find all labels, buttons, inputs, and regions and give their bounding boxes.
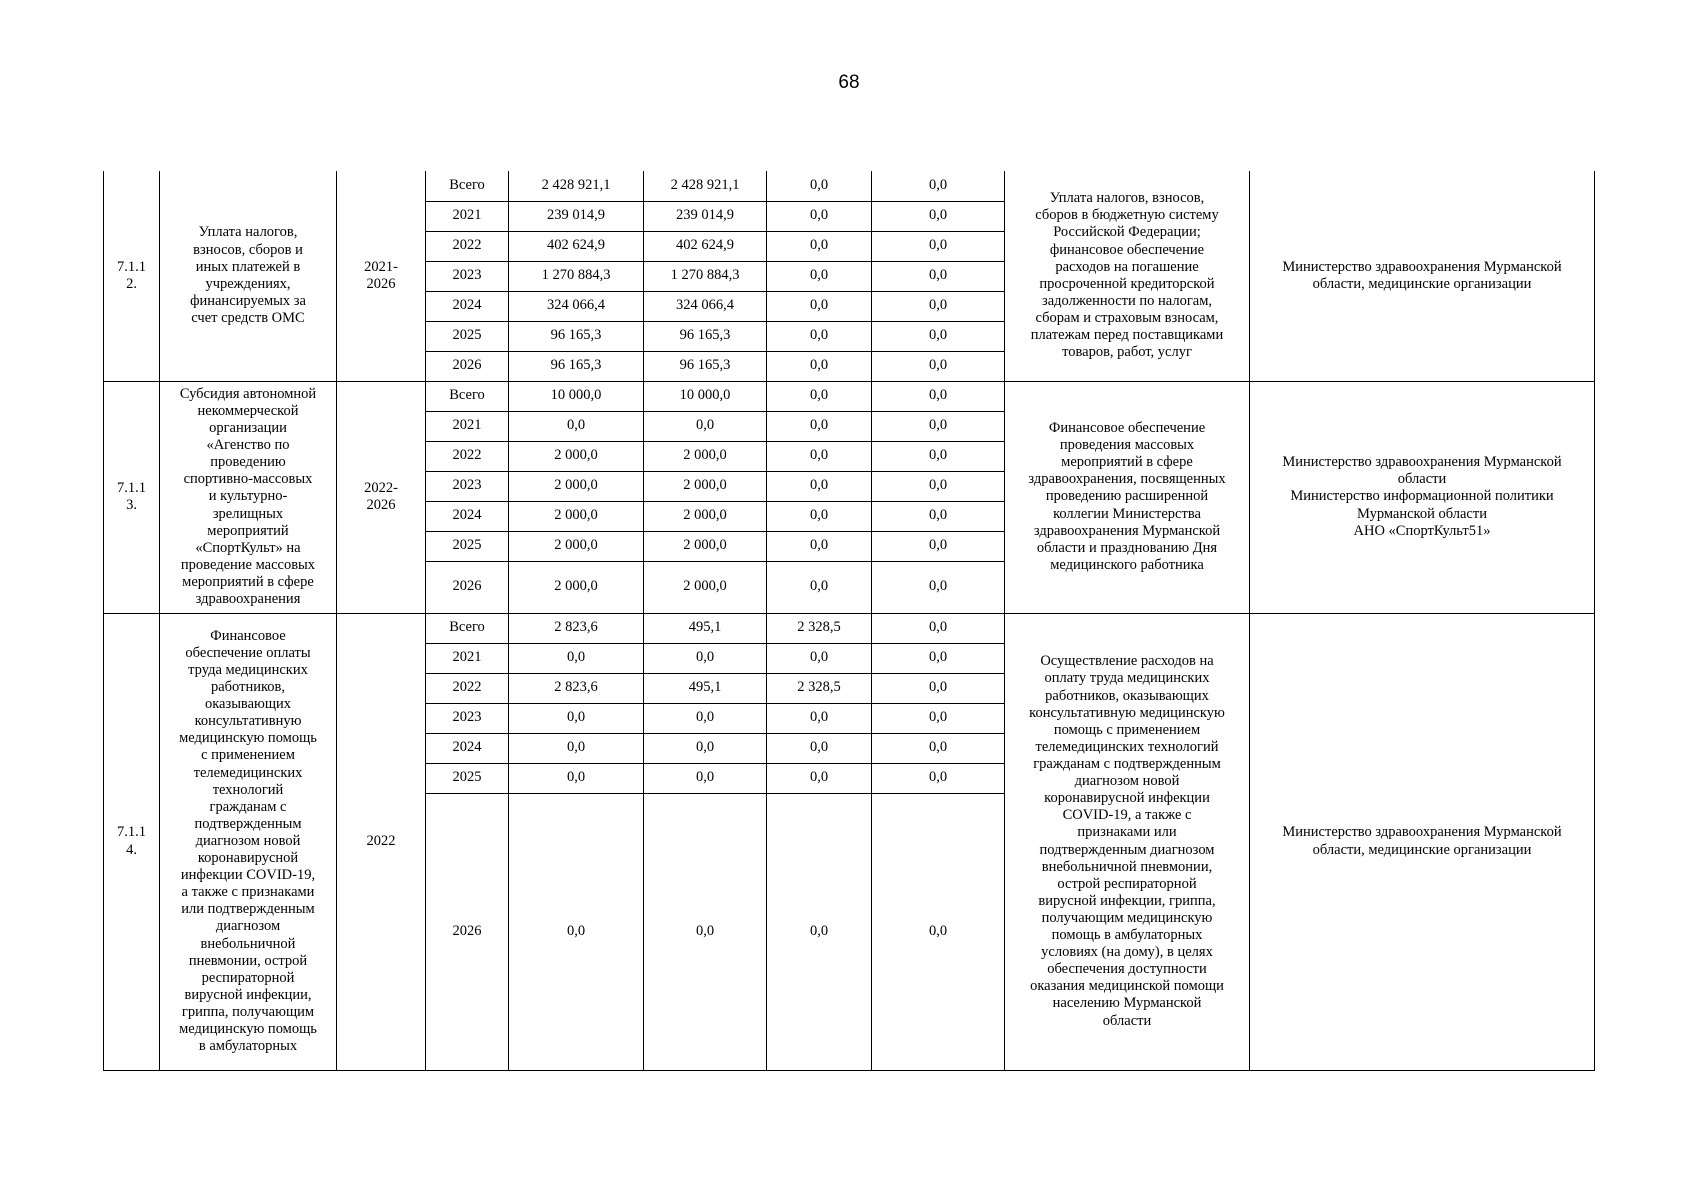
total-amount-cell: 2 000,0 [509,471,644,501]
year-cell: 2025 [426,763,509,793]
other-sources-cell: 0,0 [872,411,1005,441]
regional-budget-cell: 0,0 [644,763,767,793]
regional-budget-cell: 0,0 [644,793,767,1070]
item-number-cell: 7.1.1 2. [104,171,160,381]
other-sources-cell: 0,0 [872,643,1005,673]
expected-result-cell: Финансовое обеспечение проведения массовых мероприятий в сфере здравоохранения, посвященных проведению расширенной коллегии Министерства здравоохранения Мурманской области и празднованию Дня медицинского работника [1005,381,1250,613]
total-amount-cell: 0,0 [509,763,644,793]
period-cell: 2021- 2026 [337,171,426,381]
year-cell: Всего [426,381,509,411]
year-cell: Всего [426,613,509,643]
regional-budget-cell: 2 000,0 [644,471,767,501]
other-sources-cell: 0,0 [872,291,1005,321]
total-amount-cell: 1 270 884,3 [509,261,644,291]
activity-name-cell: Финансовое обеспечение оплаты труда медицинских работников, оказывающих консультативную медицинскую помощь с применением телемедицинских технологий гражданам с подтвержденным диагнозом новой коронавирусной инфекции COVID-19, а также с признаками или подтвержденным диагнозом внебольничной пневмонии, острой респираторной вирусной инфекции, гриппа, получающим медицинскую помощь в амбулаторных [160,613,337,1070]
federal-budget-cell: 0,0 [767,231,872,261]
year-cell: 2022 [426,231,509,261]
period-cell: 2022 [337,613,426,1070]
federal-budget-cell: 0,0 [767,643,872,673]
federal-budget-cell: 0,0 [767,531,872,561]
total-amount-cell: 96 165,3 [509,351,644,381]
activity-name-cell: Субсидия автономной некоммерческой организации «Агенство по проведению спортивно-массовых и культурно- зрелищных мероприятий «СпортКульт» на проведение массовых мероприятий в сфере здравоохранения [160,381,337,613]
year-cell: 2025 [426,531,509,561]
federal-budget-cell: 0,0 [767,441,872,471]
item-number-cell: 7.1.1 4. [104,613,160,1070]
regional-budget-cell: 10 000,0 [644,381,767,411]
executor-cell: Министерство здравоохранения Мурманской области Министерство информационной политики Мурманской области АНО «СпортКульт51» [1250,381,1595,613]
executor-cell: Министерство здравоохранения Мурманской области, медицинские организации [1250,613,1595,1070]
year-cell: Всего [426,171,509,201]
total-amount-cell: 2 000,0 [509,531,644,561]
federal-budget-cell: 0,0 [767,201,872,231]
other-sources-cell: 0,0 [872,381,1005,411]
other-sources-cell: 0,0 [872,531,1005,561]
regional-budget-cell: 2 428 921,1 [644,171,767,201]
regional-budget-cell: 96 165,3 [644,321,767,351]
other-sources-cell: 0,0 [872,561,1005,613]
table-row [104,381,1595,411]
year-cell: 2025 [426,321,509,351]
total-amount-cell: 0,0 [509,703,644,733]
year-cell: 2021 [426,201,509,231]
executor-cell: Министерство здравоохранения Мурманской области, медицинские организации [1250,171,1595,381]
other-sources-cell: 0,0 [872,763,1005,793]
regional-budget-cell: 0,0 [644,733,767,763]
total-amount-cell: 402 624,9 [509,231,644,261]
year-cell: 2023 [426,703,509,733]
regional-budget-cell: 96 165,3 [644,351,767,381]
total-amount-cell: 2 000,0 [509,441,644,471]
regional-budget-cell: 402 624,9 [644,231,767,261]
federal-budget-cell: 0,0 [767,763,872,793]
table-row [104,613,1595,643]
other-sources-cell: 0,0 [872,171,1005,201]
regional-budget-cell: 495,1 [644,673,767,703]
other-sources-cell: 0,0 [872,733,1005,763]
other-sources-cell: 0,0 [872,471,1005,501]
total-amount-cell: 0,0 [509,733,644,763]
federal-budget-cell: 0,0 [767,733,872,763]
year-cell: 2024 [426,291,509,321]
federal-budget-cell: 0,0 [767,471,872,501]
total-amount-cell: 2 428 921,1 [509,171,644,201]
table-row [104,171,1595,201]
total-amount-cell: 0,0 [509,643,644,673]
federal-budget-cell: 0,0 [767,411,872,441]
federal-budget-cell: 0,0 [767,351,872,381]
expected-result-cell: Осуществление расходов на оплату труда медицинских работников, оказывающих консультативную медицинскую помощь с применением телемедицинских технологий гражданам с подтвержденным диагнозом новой коронавирусной инфекции COVID-19, а также с признаками или подтвержденным диагнозом внебольничной пневмонии, острой респираторной вирусной инфекции, гриппа, получающим медицинскую помощь в амбулаторных условиях (на дому), в целях обеспечения доступности оказания медицинской помощи населению Мурманской области [1005,613,1250,1070]
federal-budget-cell: 0,0 [767,793,872,1070]
other-sources-cell: 0,0 [872,673,1005,703]
other-sources-cell: 0,0 [872,261,1005,291]
federal-budget-cell: 0,0 [767,291,872,321]
year-cell: 2024 [426,733,509,763]
total-amount-cell: 0,0 [509,793,644,1070]
regional-budget-cell: 495,1 [644,613,767,643]
year-cell: 2022 [426,673,509,703]
regional-budget-cell: 2 000,0 [644,561,767,613]
year-cell: 2024 [426,501,509,531]
regional-budget-cell: 0,0 [644,643,767,673]
other-sources-cell: 0,0 [872,441,1005,471]
total-amount-cell: 239 014,9 [509,201,644,231]
year-cell: 2022 [426,441,509,471]
year-cell: 2026 [426,351,509,381]
other-sources-cell: 0,0 [872,501,1005,531]
other-sources-cell: 0,0 [872,351,1005,381]
regional-budget-cell: 2 000,0 [644,441,767,471]
other-sources-cell: 0,0 [872,703,1005,733]
regional-budget-cell: 0,0 [644,411,767,441]
regional-budget-cell: 324 066,4 [644,291,767,321]
total-amount-cell: 324 066,4 [509,291,644,321]
year-cell: 2026 [426,793,509,1070]
total-amount-cell: 0,0 [509,411,644,441]
federal-budget-cell: 0,0 [767,171,872,201]
year-cell: 2021 [426,643,509,673]
federal-budget-cell: 0,0 [767,321,872,351]
federal-budget-cell: 0,0 [767,703,872,733]
federal-budget-cell: 2 328,5 [767,673,872,703]
regional-budget-cell: 2 000,0 [644,531,767,561]
federal-budget-cell: 0,0 [767,501,872,531]
year-cell: 2021 [426,411,509,441]
total-amount-cell: 2 000,0 [509,561,644,613]
total-amount-cell: 96 165,3 [509,321,644,351]
item-number-cell: 7.1.1 3. [104,381,160,613]
program-activities-table [103,171,1595,1071]
other-sources-cell: 0,0 [872,231,1005,261]
expected-result-cell: Уплата налогов, взносов, сборов в бюджетную систему Российской Федерации; финансовое обеспечение расходов на погашение просроченной кредиторской задолженности по налогам, сборам и страховым взносам, платежам перед поставщиками товаров, работ, услуг [1005,171,1250,381]
year-cell: 2023 [426,261,509,291]
regional-budget-cell: 239 014,9 [644,201,767,231]
regional-budget-cell: 2 000,0 [644,501,767,531]
total-amount-cell: 2 823,6 [509,673,644,703]
total-amount-cell: 10 000,0 [509,381,644,411]
other-sources-cell: 0,0 [872,793,1005,1070]
other-sources-cell: 0,0 [872,201,1005,231]
federal-budget-cell: 0,0 [767,561,872,613]
federal-budget-cell: 0,0 [767,381,872,411]
activity-name-cell: Уплата налогов, взносов, сборов и иных платежей в учреждениях, финансируемых за счет средств ОМС [160,171,337,381]
period-cell: 2022- 2026 [337,381,426,613]
regional-budget-cell: 1 270 884,3 [644,261,767,291]
federal-budget-cell: 0,0 [767,261,872,291]
federal-budget-cell: 2 328,5 [767,613,872,643]
page-number: 68 [838,72,860,93]
total-amount-cell: 2 000,0 [509,501,644,531]
regional-budget-cell: 0,0 [644,703,767,733]
year-cell: 2023 [426,471,509,501]
other-sources-cell: 0,0 [872,321,1005,351]
year-cell: 2026 [426,561,509,613]
other-sources-cell: 0,0 [872,613,1005,643]
total-amount-cell: 2 823,6 [509,613,644,643]
